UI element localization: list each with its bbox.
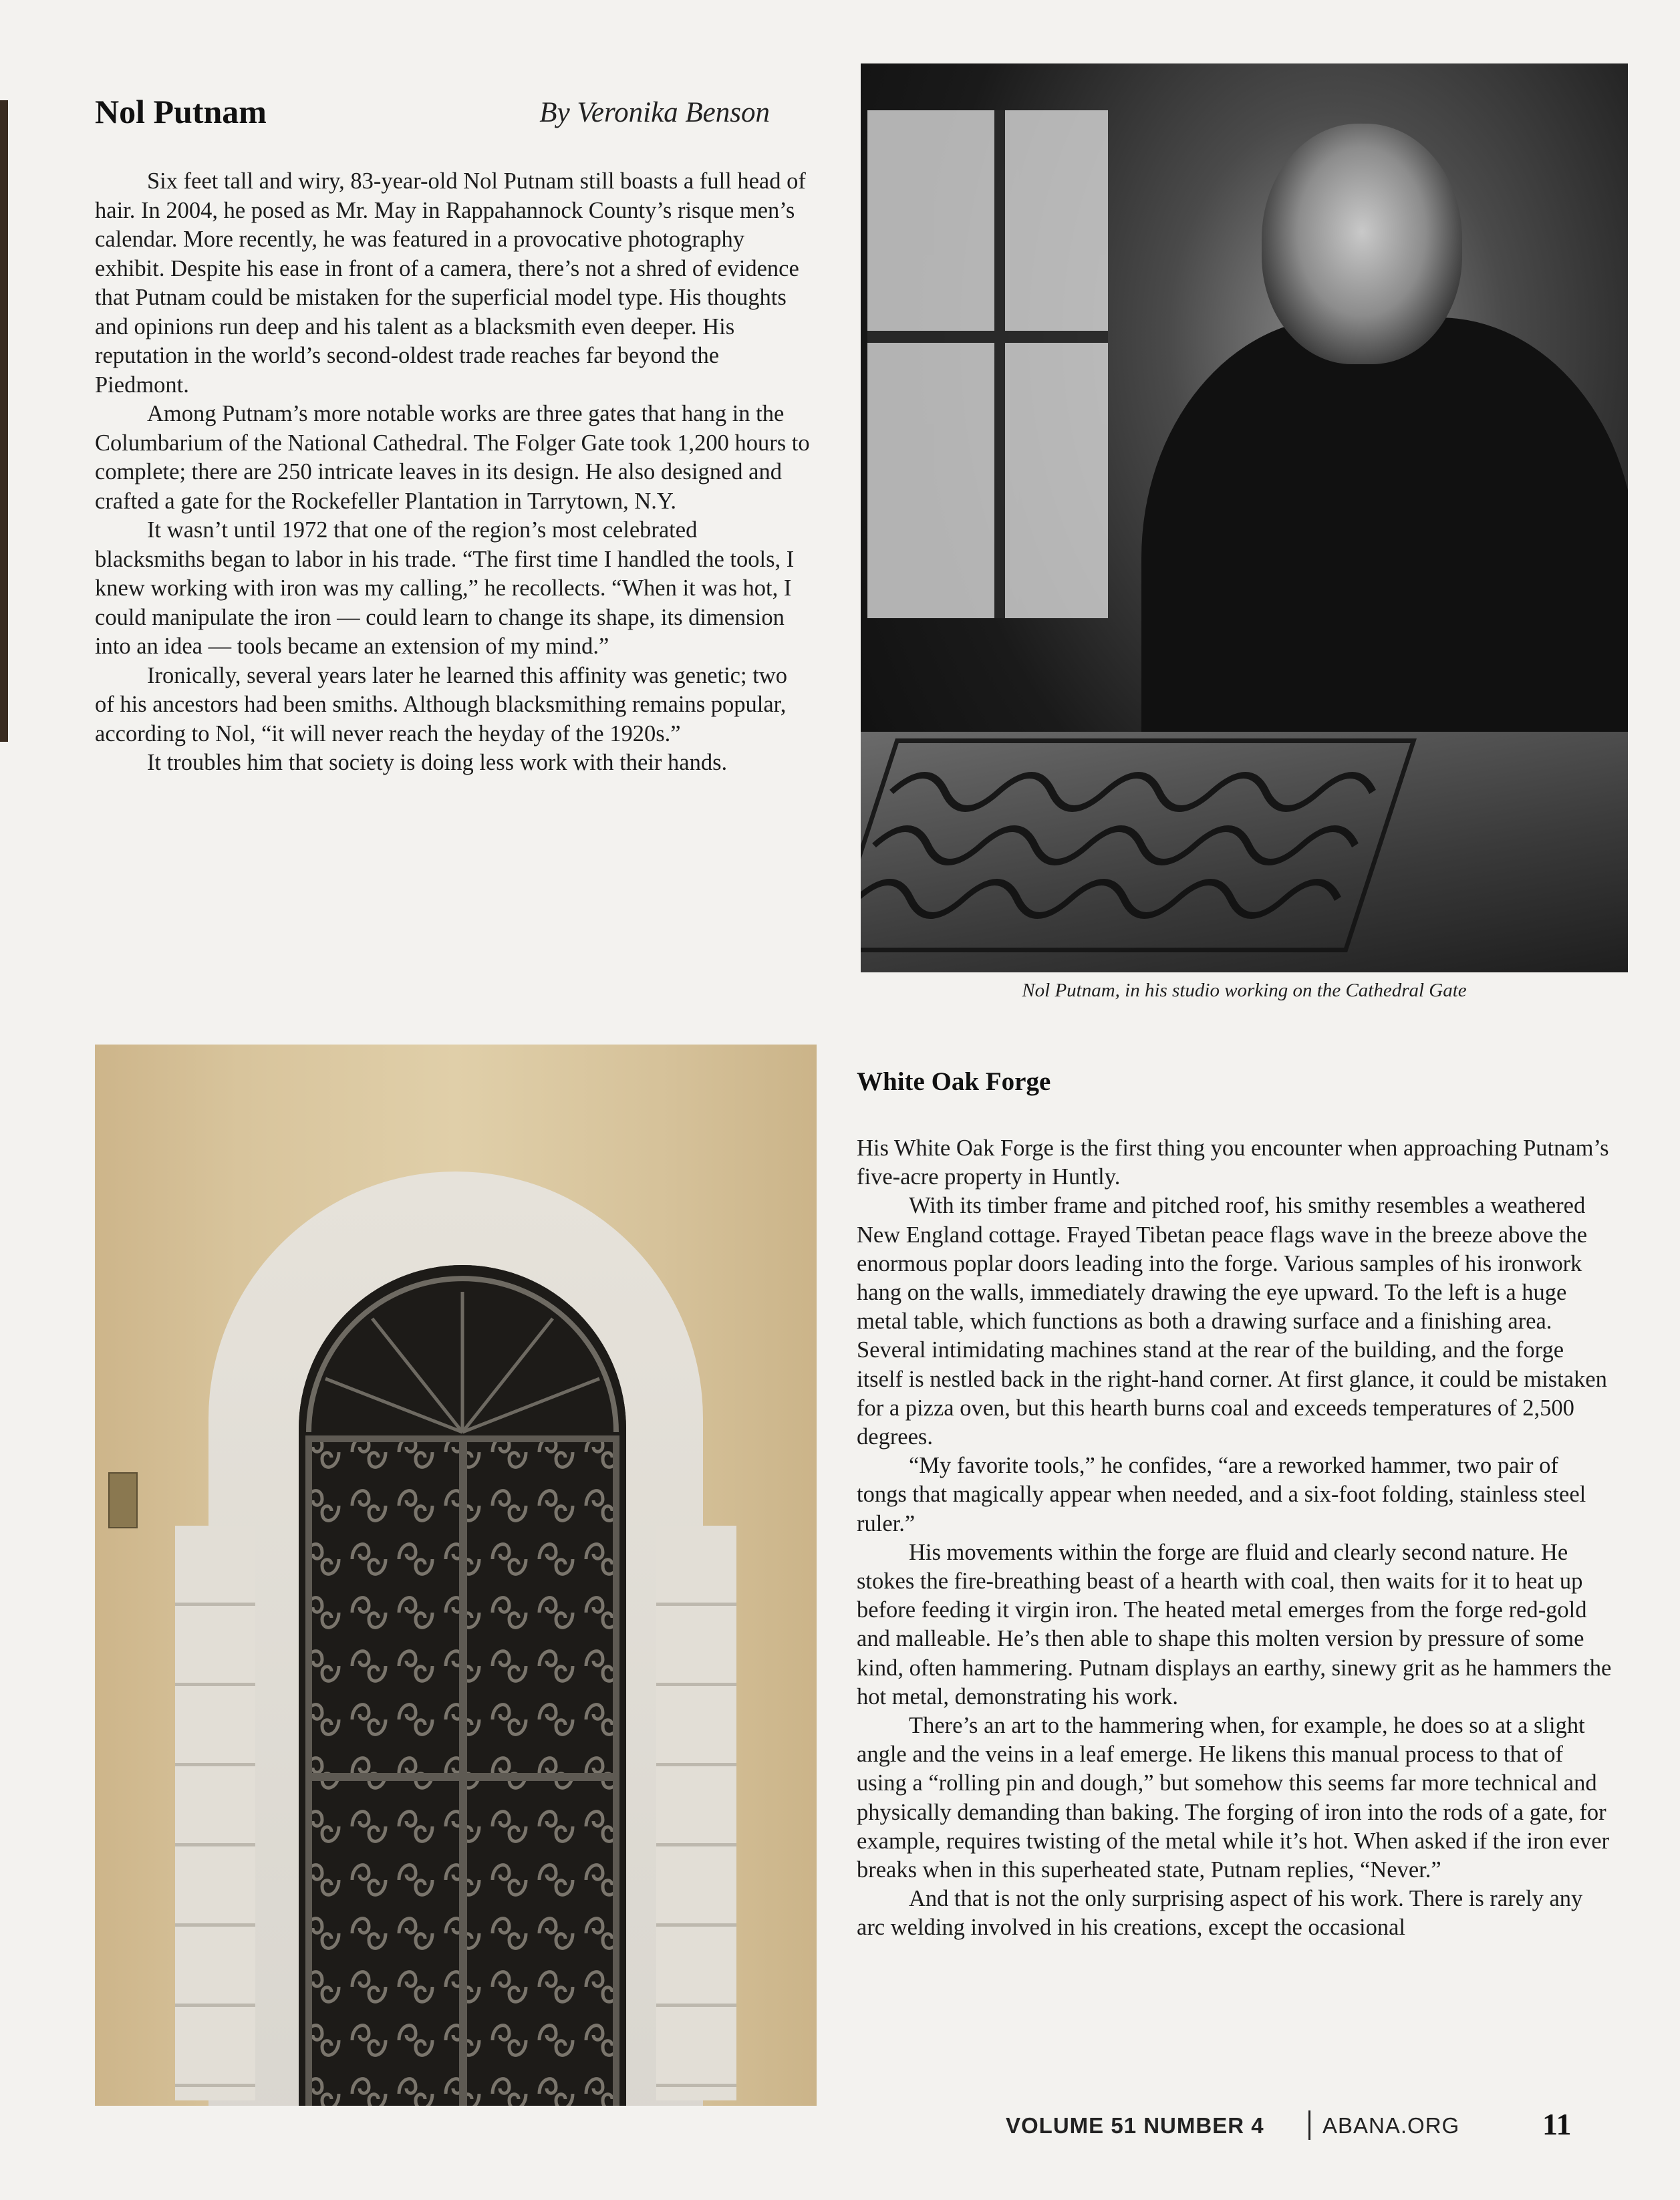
wrought-iron-gate [299, 1265, 626, 2106]
paragraph: Ironically, several years later he learned this affinity was genetic; two of his ancestors had been smiths. Although blacksmithing remains popular, according to Nol, “it will never reach the heyday of the 1920s.” [95, 662, 787, 746]
page-footer [1006, 2106, 1580, 2147]
paragraph: Among Putnam’s more notable works are three gates that hang in the Columbarium of the National Cathedral. The Folger Gate took 1,200 hours to complete; there are 250 intricate leaves in its design. He also designed and crafted a gate for the Rockefeller Plantation in Tarrytown, N.Y. [95, 401, 810, 514]
article-header [95, 92, 770, 139]
paragraph: It troubles him that society is doing less work with their hands. [147, 750, 728, 775]
paragraph: And that is not the only surprising aspect of his work. There is rarely any arc welding involved in his creations, except the occasional [857, 1886, 1583, 1941]
blacksmith-face [1262, 124, 1462, 364]
paragraph: There’s an art to the hammering when, for example, he does so at a slight angle and the veins in a leaf emerge. He likens this manual process to that of using a “rolling pin and dough,” but somehow this seems far more technical and physically demanding than baking. The forging of iron into the rods of a gate, for example, requires twisting of the metal while it’s hot. When asked if the iron ever breaks when in this superheated state, Putnam replies, “Never.” [857, 1713, 1610, 1883]
iron-gate-panel [861, 738, 1417, 952]
paragraph: “My favorite tools,” he confides, “are a reworked hammer, two pair of tongs that magically appear when needed, and a six-foot folding, stainless steel ruler.” [857, 1453, 1586, 1536]
studio-window [867, 110, 1108, 618]
stone-quoins-left [175, 1526, 255, 2100]
paragraph: His White Oak Forge is the first thing you encounter when approaching Putnam’s five-acre property in Huntly. [857, 1135, 1609, 1190]
article-title: Nol Putnam [95, 93, 267, 130]
left-column-text [95, 167, 810, 778]
byline: By Veronika Benson [539, 97, 770, 128]
blacksmith-portrait-photo [861, 63, 1628, 972]
binding-edge [0, 100, 8, 742]
paragraph: With its timber frame and pitched roof, his smithy resembles a weathered New England cottage. Frayed Tibetan peace flags wave in the breeze above the enormous poplar doors leading into the forge. Various samples of his ironwork hang on the walls, immediately drawing the eye upward. To the left is a huge metal table, which functions as both a drawing surface and a finishing area. Several intimidating machines stand at the rear of the building, and the forge itself is nestled back in the right-hand corner. At first glance, it could be mistaken for a pizza oven, but this hearth burns coal and exceeds temperatures of 2,500 degrees. [857, 1193, 1607, 1450]
paragraph: It wasn’t until 1972 that one of the region’s most celebrated blacksmiths began to labor in his trade. “The first time I handled the tools, I knew working with iron was my calling,” he recollects. “When it was hot, I could manipulate the iron — could learn to change its shape, its dimension into an idea — tools became an extension of my mind.” [95, 517, 795, 659]
website-label: ABANA.ORG [1322, 2113, 1460, 2138]
paragraph: Six feet tall and wiry, 83-year-old Nol Putnam still boasts a full head of hair. In 2004, he posed as Mr. May in Rappahannock County’s risque men’s calendar. More recently, he was featured in a provocative photography exhibit. Despite his ease in front of a camera, there’s not a shred of evidence that Putnam could be mistaken for the superficial model type. His thoughts and opinions run deep and his talent as a blacksmith even deeper. His reputation in the world’s second-oldest trade reaches far beyond the Piedmont. [95, 168, 806, 398]
page-number: 11 [1542, 2107, 1572, 2141]
right-column-text [857, 1134, 1612, 1943]
wall-plaque [108, 1472, 138, 1528]
photo-caption: Nol Putnam, in his studio working on the Cathedral Gate [1022, 980, 1467, 1001]
footer-divider [1308, 2110, 1310, 2140]
paragraph: His movements within the forge are fluid and clearly second nature. He stokes the fire-breathing beast of a hearth with coal, then waits for it to heat up before feeding it virgin iron. The heated metal emerges from the forge red-gold and malleable. He’s then able to shape this molten version by pressure of some kind, often hammering. Putnam displays an earthy, sinewy grit as he hammers the hot metal, demonstrating his work. [857, 1539, 1612, 1709]
section-heading: White Oak Forge [857, 1067, 1051, 1096]
cathedral-gate-photo [95, 1045, 817, 2106]
issue-label: VOLUME 51 NUMBER 4 [1006, 2113, 1264, 2138]
stone-quoins-right [656, 1526, 736, 2100]
